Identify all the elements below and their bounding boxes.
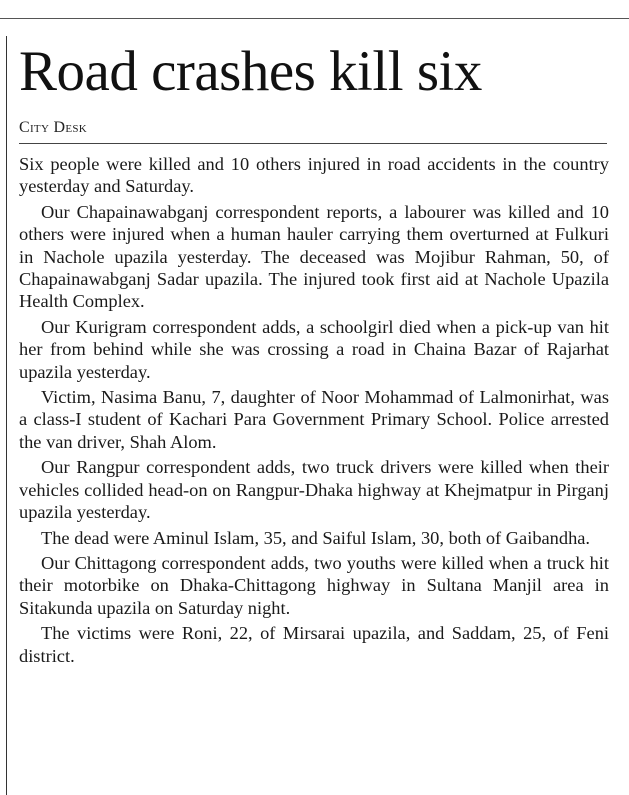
article-paragraph-4: Victim, Nasima Banu, 7, daughter of Noor Mohammad of Lalmonirhat, was a class-I student of Kachari Para Government Primary School. Police arrested the van driver, Shah Alom. (19, 387, 609, 452)
news-article (19, 36, 609, 667)
byline-divider (19, 143, 607, 144)
article-paragraph-7: Our Chittagong correspondent adds, two youths were killed when a truck hit their motorbike on Dhaka-Chittagong highway in Sultana Manjil area in Sitakunda upazila on Saturday night. (19, 552, 609, 618)
top-column-rule (0, 18, 629, 19)
article-byline: City Desk (19, 119, 88, 136)
article-paragraph-6: The dead were Aminul Islam, 35, and Saiful Islam, 30, both of Gaibandha. (41, 527, 591, 548)
left-column-rule (6, 36, 7, 795)
article-paragraph-5: Our Rangpur correspondent adds, two truck drivers were killed when their vehicles collided head-on on Rangpur-Dhaka highway at Khejmatpur in Pirganj upazila yesterday. (19, 457, 609, 523)
article-body (19, 153, 609, 667)
article-paragraph-1: Six people were killed and 10 others injured in road accidents in the country yesterday and Saturday. (19, 154, 609, 197)
article-headline: Road crashes kill six (19, 40, 482, 103)
article-paragraph-2: Our Chapainawabganj correspondent reports, a labourer was killed and 10 others were injured when a human hauler carrying them overturned at Fulkuri in Nachole upazila yesterday. The deceased was Mojibur Rahman, 50, of Chapainawabganj Sadar upazila. The injured took first aid at Nachole Upazila Health Complex. (19, 201, 609, 312)
article-paragraph-8: The victims were Roni, 22, of Mirsarai upazila, and Saddam, 25, of Feni district. (19, 623, 609, 666)
article-paragraph-3: Our Kurigram correspondent adds, a schoolgirl died when a pick-up van hit her from behind while she was crossing a road in Chaina Bazar of Rajarhat upazila yesterday. (19, 316, 609, 382)
